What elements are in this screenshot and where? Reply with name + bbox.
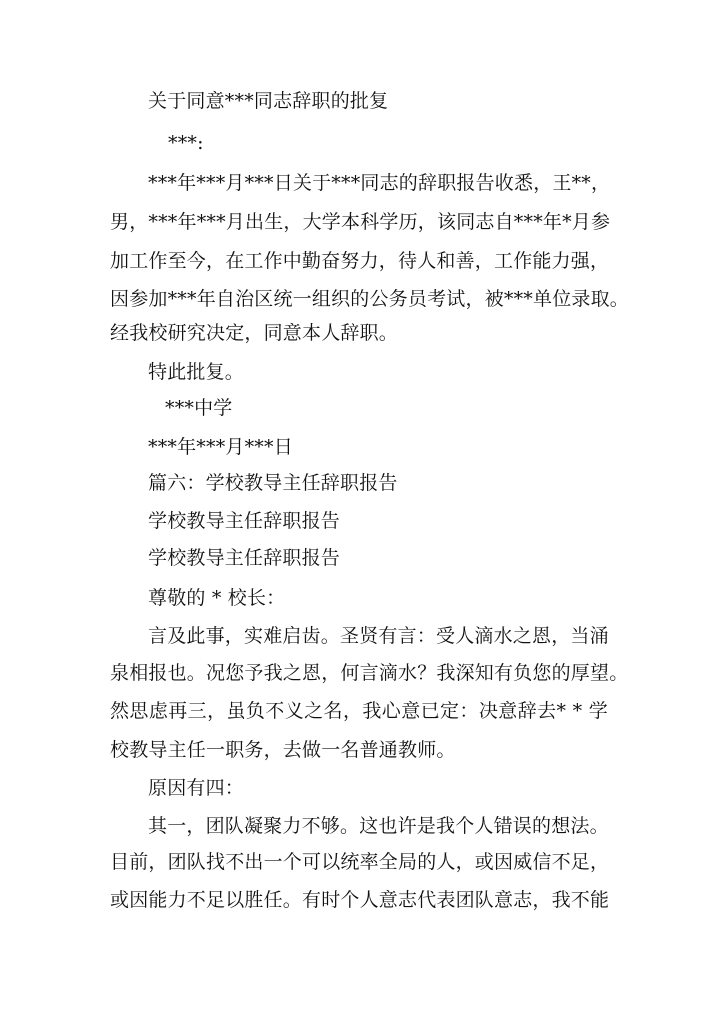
doc-line: ***年***月***日关于***同志的辞职报告收悉，王**， bbox=[148, 172, 611, 194]
doc-date: ***年***月***日 bbox=[148, 436, 293, 458]
doc-line: 言及此事，实难启齿。圣贤有言：受人滴水之恩，当涌 bbox=[148, 625, 609, 647]
doc-title: 关于同意***同志辞职的批复 bbox=[148, 90, 389, 112]
doc-line: 男，***年***月出生，大学本科学历，该同志自***年*月参 bbox=[110, 211, 611, 233]
doc-line: 或因能力不足以胜任。有时个人意志代表团队意志，我不能 bbox=[110, 889, 610, 911]
report-title: 学校教导主任辞职报告 bbox=[148, 510, 341, 532]
report-title: 学校教导主任辞职报告 bbox=[148, 547, 341, 569]
doc-closing: 特此批复。 bbox=[148, 361, 245, 383]
doc-line: 然思虑再三，虽负不义之名，我心意已定：决意辞去* * 学 bbox=[110, 700, 608, 722]
doc-line: 原因有四： bbox=[148, 777, 245, 799]
section-heading: 篇六：学校教导主任辞职报告 bbox=[148, 472, 398, 494]
doc-salutation: ***: bbox=[168, 132, 204, 154]
doc-line: 其一，团队凝聚力不够。这也许是我个人错误的想法。 bbox=[148, 815, 609, 837]
doc-line: 经我校研究决定，同意本人辞职。 bbox=[110, 322, 399, 344]
doc-line: 泉相报也。况您予我之恩，何言滴水？我深知有负您的厚望。 bbox=[110, 662, 629, 684]
doc-line: 校教导主任一职务，去做一名普通教师。 bbox=[110, 739, 456, 761]
doc-signature: ***中学 bbox=[165, 397, 233, 419]
doc-line: 目前，团队找不出一个可以统率全局的人，或因威信不足， bbox=[110, 851, 610, 873]
doc-line: 因参加***年自治区统一组织的公务员考试，被***单位录取。 bbox=[110, 288, 630, 310]
report-salutation: 尊敬的 * 校长： bbox=[148, 587, 286, 609]
doc-line: 加工作至今，在工作中勤奋努力，待人和善，工作能力强， bbox=[110, 250, 610, 272]
